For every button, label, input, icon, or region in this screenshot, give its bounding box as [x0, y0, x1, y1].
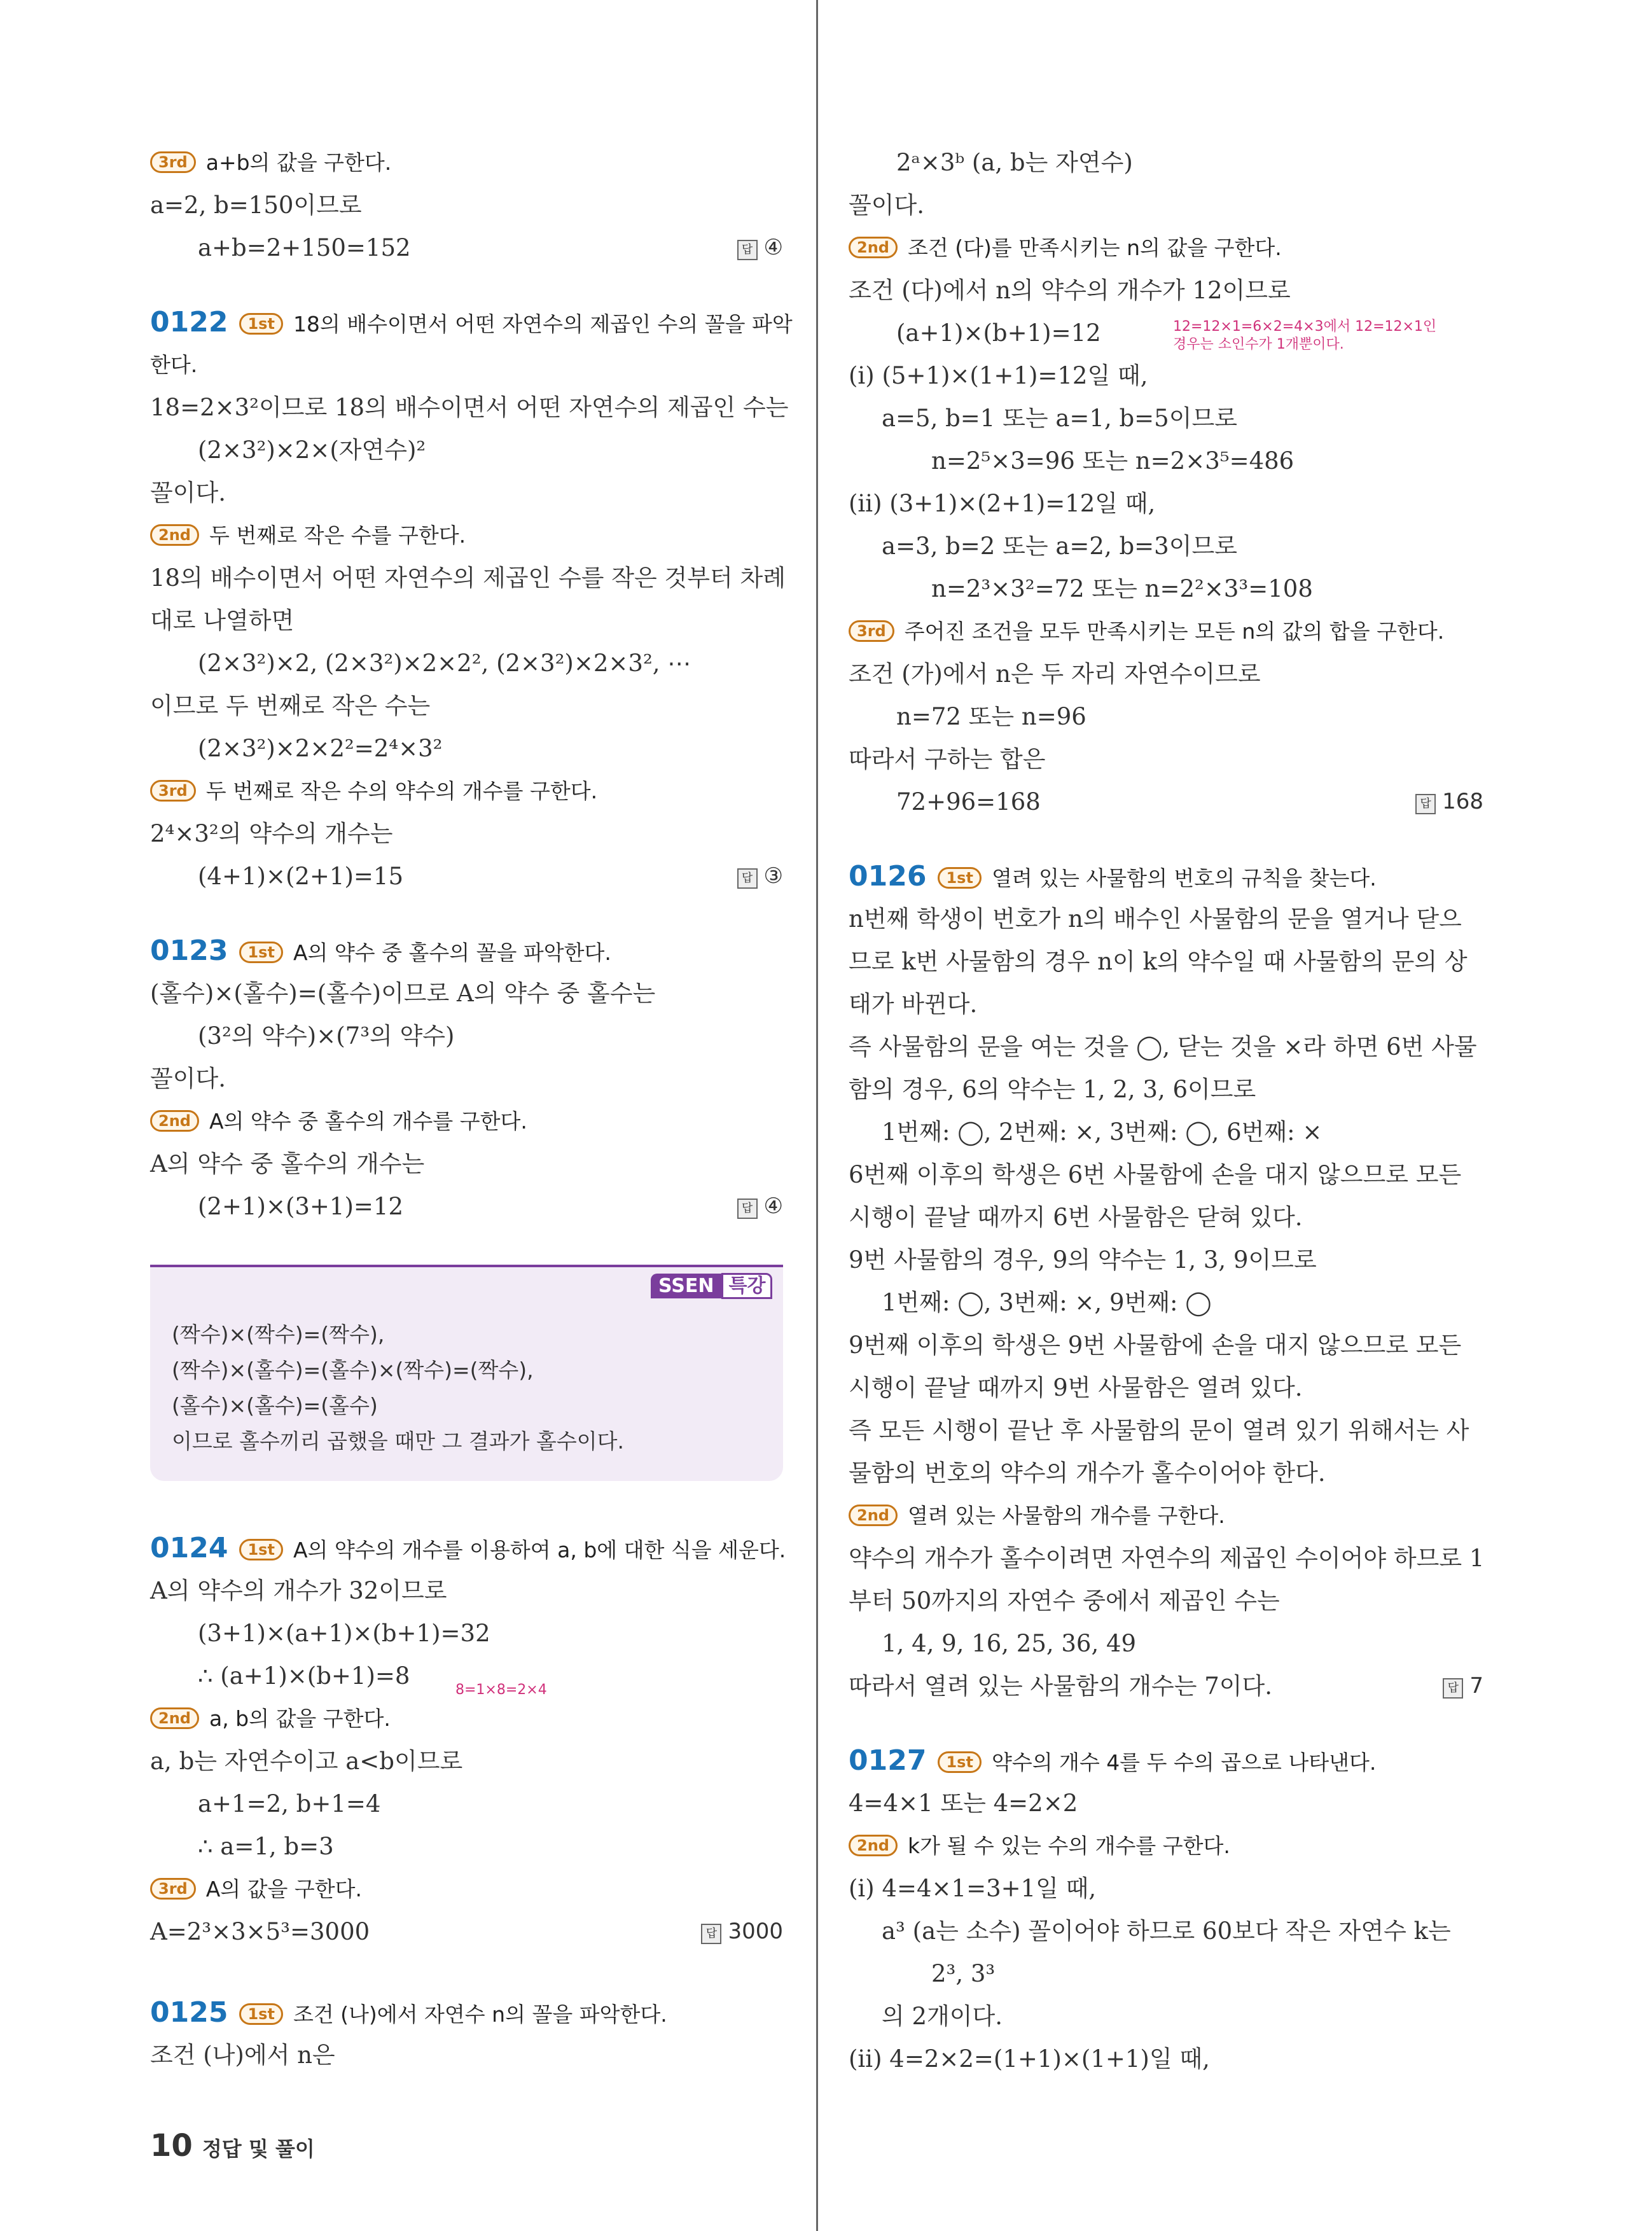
solution-line: 1, 4, 9, 16, 25, 36, 49	[882, 1630, 1137, 1657]
left-column-lower	[150, 1527, 786, 2076]
box-line: (짝수)×(짝수)=(짝수),	[172, 1322, 385, 1347]
solution-line: 2ᵃ×3ᵇ (a, b는 자연수)	[896, 149, 1133, 176]
problem-header-0127: 0127 1st 약수의 개수 4를 두 수의 곱으로 나타낸다.	[849, 1744, 1377, 1777]
problem-number: 0126	[849, 860, 927, 893]
solution-line: a, b는 자연수이고 a<b이므로	[150, 1748, 463, 1775]
solution-line: n=2³×3²=72 또는 n=2²×3³=108	[931, 575, 1313, 602]
solution-line: (ⅱ) 4=2×2=(1+1)×(1+1)일 때,	[849, 2045, 1210, 2073]
solution-line: 부터 50까지의 자연수 중에서 제곱인 수는	[849, 1587, 1280, 1615]
solution-line: 18의 배수이면서 어떤 자연수의 제곱인 수를 작은 것부터 차례	[150, 564, 786, 592]
problem-number: 0127	[849, 1744, 927, 1777]
solution-line: (2×3²)×2, (2×3²)×2×2², (2×3²)×2×3², ⋯	[198, 650, 691, 677]
solution-line: (3+1)×(a+1)×(b+1)=32	[198, 1620, 490, 1647]
solution-line: 꼴이다.	[849, 191, 924, 219]
solution-line: 꼴이다.	[150, 1065, 226, 1092]
solution-line: (2×3²)×2×(자연수)²	[198, 436, 426, 464]
step-line: 2nd 두 번째로 작은 수를 구한다.	[150, 514, 783, 557]
step-line: 2nd A의 약수 중 홀수의 개수를 구한다.	[150, 1100, 783, 1143]
page-number: 10	[150, 2128, 193, 2164]
solution-line: (ⅰ) (5+1)×(1+1)=12일 때,	[849, 362, 1148, 389]
problem-number: 0122	[150, 306, 228, 338]
column-divider	[816, 0, 818, 2231]
solution-line: A의 약수 중 홀수의 개수는	[150, 1150, 425, 1178]
side-note: 8=1×8=2×4	[455, 1682, 547, 1698]
problem-number: 0125	[150, 1996, 228, 2029]
solution-line: 물함의 번호의 약수의 개수가 홀수이어야 한다.	[849, 1459, 1326, 1487]
step-badge-3rd: 3rd	[849, 620, 894, 642]
solution-line: 즉 모든 시행이 끝난 후 사물함의 문이 열려 있기 위해서는 사	[849, 1417, 1469, 1444]
solution-line: 18=2×3²이므로 18의 배수이면서 어떤 자연수의 제곱인 수는	[150, 394, 789, 421]
problem-header-0122: 0122 1st 18의 배수이면서 어떤 자연수의 제곱인 수의 꼴을 파악	[150, 306, 793, 338]
step-badge-2nd: 2nd	[849, 1505, 898, 1526]
solution-line: 시행이 끝날 때까지 9번 사물함은 열려 있다.	[849, 1374, 1303, 1401]
solution-line: 즉 사물함의 문을 여는 것을 ◯, 닫는 것을 ×라 하면 6번 사물	[849, 1033, 1477, 1060]
answer-mark: 답 ④	[737, 1185, 783, 1228]
step-line: 3rd A의 값을 구한다.	[150, 1868, 783, 1910]
solution-line: 9번째 이후의 학생은 9번 사물함에 손을 대지 않으므로 모든	[849, 1331, 1462, 1359]
step-badge-1st: 1st	[239, 2003, 282, 2025]
step-line: 2nd k가 될 수 있는 수의 개수를 구한다.	[849, 1824, 1483, 1867]
problem-header-0123: 0123 1st A의 약수 중 홀수의 꼴을 파악한다.	[150, 935, 611, 967]
solution-line: 조건 (가)에서 n은 두 자리 자연수이므로	[849, 660, 1261, 688]
solution-line: 2⁴×3²의 약수의 개수는	[150, 820, 393, 847]
solution-line: 1번째: ◯, 3번째: ×, 9번째: ◯	[882, 1289, 1212, 1316]
solution-line: 대로 나열하면	[150, 607, 295, 634]
solution-line: (4+1)×(2+1)=15 답 ③	[150, 855, 783, 898]
solution-line: 꼴이다.	[150, 479, 226, 506]
solution-line: 6번째 이후의 학생은 6번 사물함에 손을 대지 않으므로 모든	[849, 1161, 1462, 1188]
solution-line: 1번째: ◯, 2번째: ×, 3번째: ◯, 6번째: ×	[882, 1118, 1322, 1146]
ssen-tag: SSEN 특강	[651, 1270, 772, 1299]
step-badge-1st: 1st	[938, 867, 981, 889]
answer-mark: 답 7	[1443, 1665, 1483, 1707]
step-badge-1st: 1st	[239, 942, 282, 963]
step-line: 3rd 두 번째로 작은 수의 약수의 개수를 구한다.	[150, 770, 783, 812]
solution-line: 태가 바뀐다.	[849, 990, 978, 1018]
solution-line: a+b=2+150=152 답 ④	[150, 226, 783, 269]
step-badge-3rd: 3rd	[150, 1878, 196, 1900]
solution-line: 따라서 열려 있는 사물함의 개수는 7이다. 답 7	[849, 1665, 1483, 1707]
solution-line: (2+1)×(3+1)=12 답 ④	[150, 1185, 783, 1228]
step-badge-3rd: 3rd	[150, 151, 196, 173]
solution-line: n번째 학생이 번호가 n의 배수인 사물함의 문을 열거나 닫으	[849, 905, 1462, 933]
step-line: 3rd a+b의 값을 구한다.	[150, 141, 783, 184]
solution-line: 2³, 3³	[931, 1960, 996, 1987]
step-badge-2nd: 2nd	[150, 1707, 199, 1729]
step-line: 3rd 주어진 조건을 모두 만족시키는 모든 n의 값의 합을 구한다.	[849, 610, 1483, 653]
step-badge-2nd: 2nd	[150, 1110, 199, 1132]
solution-line: 조건 (다)에서 n의 약수의 개수가 12이므로	[849, 277, 1291, 304]
step-badge-2nd: 2nd	[150, 524, 199, 546]
box-line: 이므로 홀수끼리 곱했을 때만 그 결과가 홀수이다.	[172, 1429, 624, 1454]
answer-mark: 답 ④	[737, 226, 783, 269]
answer-mark: 답 3000	[701, 1910, 783, 1953]
page-footer	[150, 2128, 315, 2164]
left-column	[150, 141, 793, 1228]
solution-line: (ⅰ) 4=4×1=3+1일 때,	[849, 1875, 1097, 1902]
solution-line: (2×3²)×2×2²=2⁴×3²	[198, 735, 443, 762]
solution-line: 4=4×1 또는 4=2×2	[849, 1790, 1078, 1817]
answer-mark: 답 168	[1415, 781, 1483, 823]
solution-line: 72+96=168 답 168	[849, 781, 1483, 823]
step-badge-2nd: 2nd	[849, 237, 898, 258]
solution-line: a³ (a는 소수) 꼴이어야 하므로 60보다 작은 자연수 k는	[882, 1917, 1451, 1945]
step-line: 2nd 열려 있는 사물함의 개수를 구한다.	[849, 1494, 1483, 1537]
solution-line: a=2, b=150이므로	[150, 191, 362, 219]
side-note: 12=12×1=6×2=4×3에서 12=12×1인 경우는 소인수가 1개뿐이다.	[1173, 319, 1437, 352]
solution-line: 이므로 두 번째로 작은 수는	[150, 692, 431, 719]
solution-line: A의 약수의 개수가 32이므로	[150, 1577, 447, 1604]
solution-line: 의 2개이다.	[882, 2003, 1003, 2030]
solution-line: 므로 k번 사물함의 경우 n이 k의 약수일 때 사물함의 문의 상	[849, 948, 1468, 975]
solution-line: (ⅱ) (3+1)×(2+1)=12일 때,	[849, 490, 1156, 517]
solution-line: a=5, b=1 또는 a=1, b=5이므로	[882, 405, 1237, 432]
solution-line: n=72 또는 n=96	[896, 703, 1086, 730]
step-badge-1st: 1st	[239, 313, 282, 335]
box-line: (홀수)×(홀수)=(홀수)	[172, 1393, 378, 1418]
solution-line: 시행이 끝날 때까지 6번 사물함은 닫혀 있다.	[849, 1204, 1303, 1231]
ssen-box-text	[172, 1317, 624, 1459]
solution-line: A=2³×3×5³=3000 답 3000	[150, 1910, 783, 1953]
step-line: 2nd 조건 (다)를 만족시키는 n의 값을 구한다.	[849, 226, 1483, 269]
solution-line: 따라서 구하는 합은	[849, 746, 1046, 773]
solution-line: 조건 (나)에서 n은	[150, 2041, 335, 2069]
solution-line: n=2⁵×3=96 또는 n=2×3⁵=486	[931, 447, 1295, 475]
problem-header-0124: 0124 1st A의 약수의 개수를 이용하여 a, b에 대한 식을 세운다.	[150, 1532, 786, 1564]
step-badge-1st: 1st	[938, 1751, 981, 1773]
step-badge-2nd: 2nd	[849, 1835, 898, 1856]
solution-line: (a+1)×(b+1)=12 12=12×1=6×2=4×3에서 12=12×1인 경우는 소인수가 1개뿐이다.	[896, 319, 1437, 352]
box-line: (짝수)×(홀수)=(홀수)×(짝수)=(짝수),	[172, 1358, 534, 1382]
footer-title: 정답 및 풀이	[202, 2137, 315, 2161]
problem-number: 0124	[150, 1532, 228, 1564]
problem-header-cont: 한다.	[150, 352, 198, 377]
step-badge-1st: 1st	[239, 1539, 282, 1560]
problem-header-0125: 0125 1st 조건 (나)에서 자연수 n의 꼴을 파악한다.	[150, 1996, 667, 2029]
step-badge-3rd: 3rd	[150, 780, 196, 802]
solution-line: (3²의 약수)×(7³의 약수)	[198, 1022, 455, 1050]
solution-line: ∴ (a+1)×(b+1)=8 8=1×8=2×4	[198, 1662, 547, 1698]
solution-line: 약수의 개수가 홀수이려면 자연수의 제곱인 수이어야 하므로 1	[849, 1545, 1485, 1572]
solution-line: a+1=2, b+1=4	[198, 1790, 381, 1817]
answer-mark: 답 ③	[737, 855, 783, 898]
problem-header-0126: 0126 1st 열려 있는 사물함의 번호의 규칙을 찾는다.	[849, 860, 1377, 893]
step-line: 2nd a, b의 값을 구한다.	[150, 1697, 783, 1740]
right-column	[849, 141, 1483, 2080]
solution-line: ∴ a=1, b=3	[198, 1833, 334, 1860]
solution-line: 9번 사물함의 경우, 9의 약수는 1, 3, 9이므로	[849, 1246, 1317, 1274]
solution-line: (홀수)×(홀수)=(홀수)이므로 A의 약수 중 홀수는	[150, 980, 656, 1007]
solution-line: a=3, b=2 또는 a=2, b=3이므로	[882, 532, 1237, 560]
problem-number: 0123	[150, 935, 228, 967]
solution-line: 함의 경우, 6의 약수는 1, 2, 3, 6이므로	[849, 1076, 1256, 1103]
